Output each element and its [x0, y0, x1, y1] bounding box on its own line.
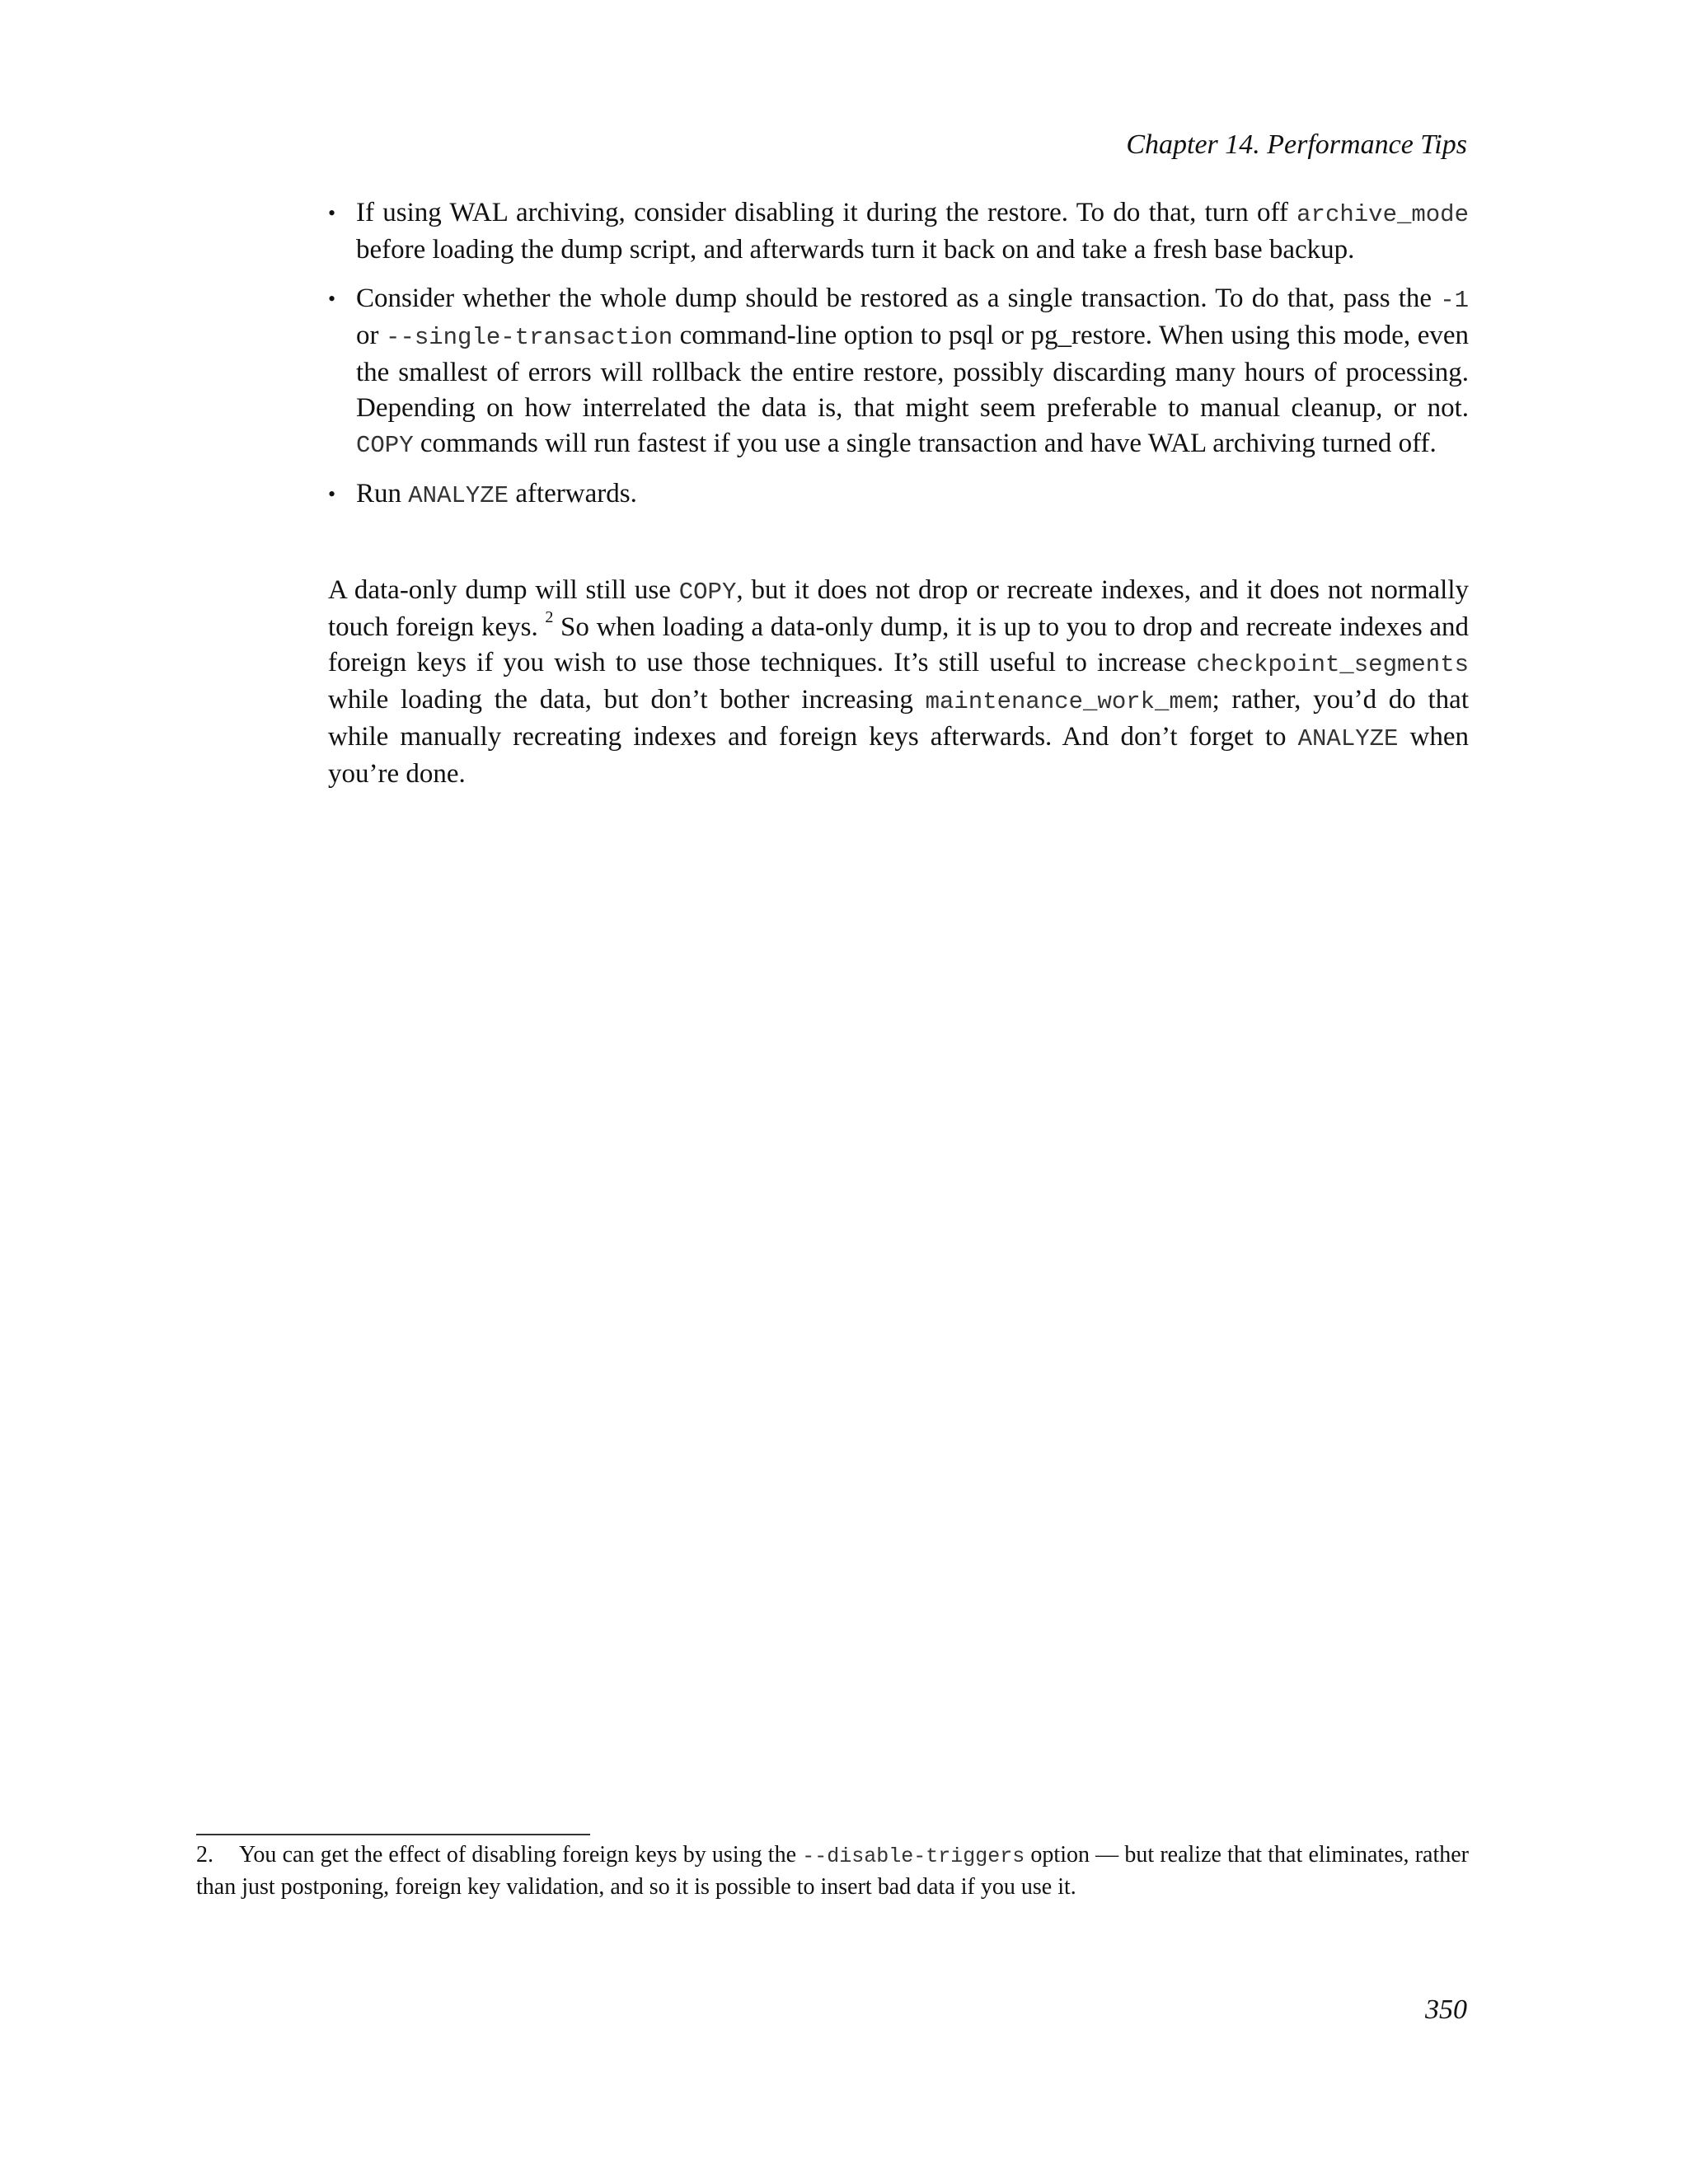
list-item — [328, 476, 1469, 513]
inline-code: COPY — [356, 432, 414, 459]
inline-code: ANALYZE — [1297, 725, 1399, 752]
bullet-icon: • — [328, 201, 336, 225]
footnote-number: 2. — [196, 1842, 213, 1868]
tips-list — [328, 195, 1469, 513]
inline-code: ANALYZE — [408, 482, 509, 509]
footnote-text: You can get the effect of disabling foreign keys by using the — [239, 1842, 803, 1868]
bullet-icon: • — [328, 287, 336, 311]
list-item-text: If using WAL archiving, consider disabling it during the restore. To do that, turn off — [356, 198, 1297, 227]
inline-code: COPY — [678, 579, 737, 606]
paragraph-text: So when loading a data-only dump, it is up to you to drop and recreate indexes and foreign keys if you wish to use those techniques. It’s still useful to increase — [328, 612, 1469, 677]
page-number: 350 — [1425, 1994, 1467, 2025]
list-item-text: Consider whether the whole dump should be restored as a single transaction. To do that, pass the — [356, 284, 1441, 313]
list-item-text: commands will run fastest if you use a single transaction and have WAL archiving turned off. — [413, 429, 1437, 458]
inline-code: --single-transaction — [386, 324, 673, 351]
body-paragraph — [328, 573, 1469, 792]
inline-code: maintenance_work_mem — [925, 688, 1212, 715]
running-header: Chapter 14. Performance Tips — [1126, 129, 1467, 160]
list-item-text: before loading the dump script, and afterwards turn it back on and take a fresh base backup. — [356, 235, 1355, 265]
paragraph-text: while loading the data, but don’t bother increasing — [328, 685, 926, 715]
footnote-text: option — but realize that that eliminates, rather than just postponing, foreign key validation, and so it is possible to insert bad data if you use it. — [196, 1842, 1469, 1900]
list-item-text: or — [356, 321, 387, 350]
footnote-reference[interactable]: 2 — [545, 608, 554, 626]
paragraph-text: when you’re done. — [328, 722, 1469, 789]
list-item — [328, 195, 1469, 268]
inline-code: --disable-triggers — [802, 1844, 1025, 1868]
main-content — [328, 195, 1469, 792]
list-item-text: afterwards. — [509, 479, 637, 509]
bullet-icon: • — [328, 482, 336, 506]
inline-code: archive_mode — [1296, 201, 1469, 228]
paragraph-text: A data-only dump will still use — [328, 575, 679, 605]
inline-code: checkpoint_segments — [1196, 651, 1469, 678]
list-item — [328, 281, 1469, 463]
list-item-text: command-line option to psql or pg_restore. When using this mode, even the smallest of errors will rollback the entire restore, possibly discarding many hours of processing. Depending on how interrelated the data is, that might seem preferable to manual cleanup, or not. — [356, 321, 1470, 423]
footnote — [196, 1840, 1469, 1902]
paragraph-text: ; rather, you’d do that while manually recreating indexes and foreign keys afterwards. And don’t forget to — [328, 685, 1469, 752]
inline-code: -1 — [1440, 287, 1469, 314]
list-item-text: Run — [356, 479, 409, 509]
footnote-divider — [196, 1834, 590, 1835]
paragraph-text: , but it does not drop or recreate indexes, and it does not normally touch foreign keys. — [328, 575, 1469, 642]
